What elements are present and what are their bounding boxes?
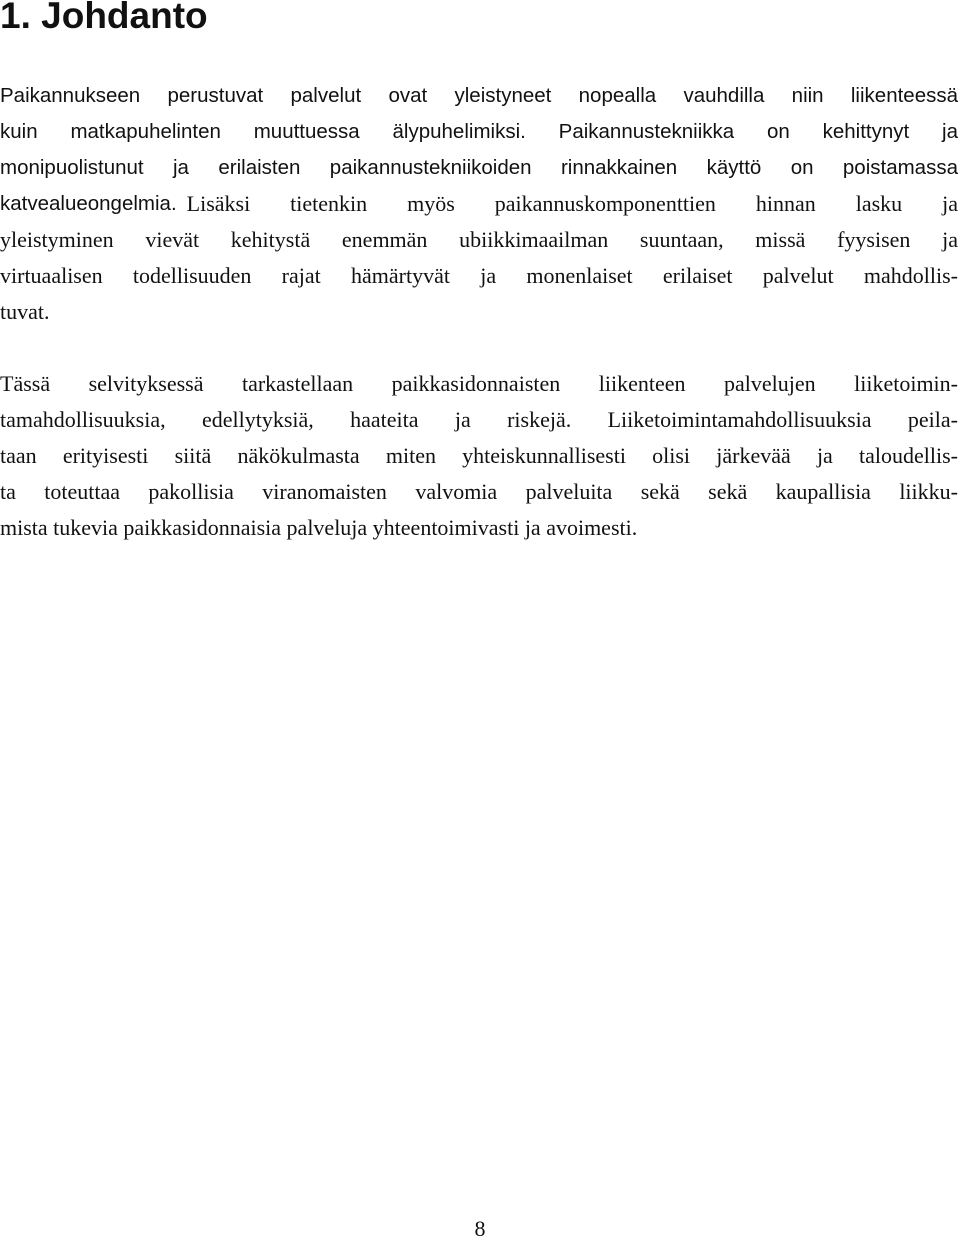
paragraph-line: mista tukevia paikkasidonnaisia palveluja yhteentoimivasti ja avoimesti.	[0, 515, 638, 540]
paragraph-line: yleistyminen vievät kehitystä enemmän ubiikkimaailman suuntaan, missä fyysisen ja	[0, 227, 958, 252]
paragraph-line	[0, 186, 958, 222]
paragraph-line: ta toteuttaa pakollisia viranomaisten valvomia palveluita sekä sekä kaupallisia liikku-	[0, 479, 958, 504]
paragraph-line: Tässä selvityksessä tarkastellaan paikkasidonnaisten liikenteen palvelujen liiketoimin-	[0, 371, 958, 396]
paragraph-line: taan erityisesti siitä näkökulmasta miten yhteiskunnallisesti olisi järkevää ja taloudellis-	[0, 443, 958, 468]
paragraph-line: Paikannukseen perustuvat palvelut ovat yleistyneet nopealla vauhdilla niin liikenteessä	[0, 84, 958, 107]
paragraph-line-end: Lisäksi tietenkin myös paikannuskomponenttien hinnan lasku ja	[186, 191, 958, 216]
paragraph-intro	[0, 78, 958, 330]
page-number: 8	[474, 1216, 486, 1241]
paragraph-line-start: katvealueongelmia.	[0, 192, 177, 215]
paragraph-line: tuvat.	[0, 299, 50, 324]
paragraph-scope	[0, 366, 958, 546]
section-heading: 1. Johdanto	[0, 0, 208, 36]
paragraph-line: monipuolistunut ja erilaisten paikannustekniikoiden rinnakkainen käyttö on poistamassa	[0, 156, 958, 179]
paragraph-line: kuin matkapuhelinten muuttuessa älypuhelimiksi. Paikannustekniikka on kehittynyt ja	[0, 120, 958, 143]
paragraph-line: tamahdollisuuksia, edellytyksiä, haateita ja riskejä. Liiketoimintamahdollisuuksia peila-	[0, 407, 958, 432]
paragraph-line: virtuaalisen todellisuuden rajat hämärtyvät ja monenlaiset erilaiset palvelut mahdollis-	[0, 263, 958, 288]
